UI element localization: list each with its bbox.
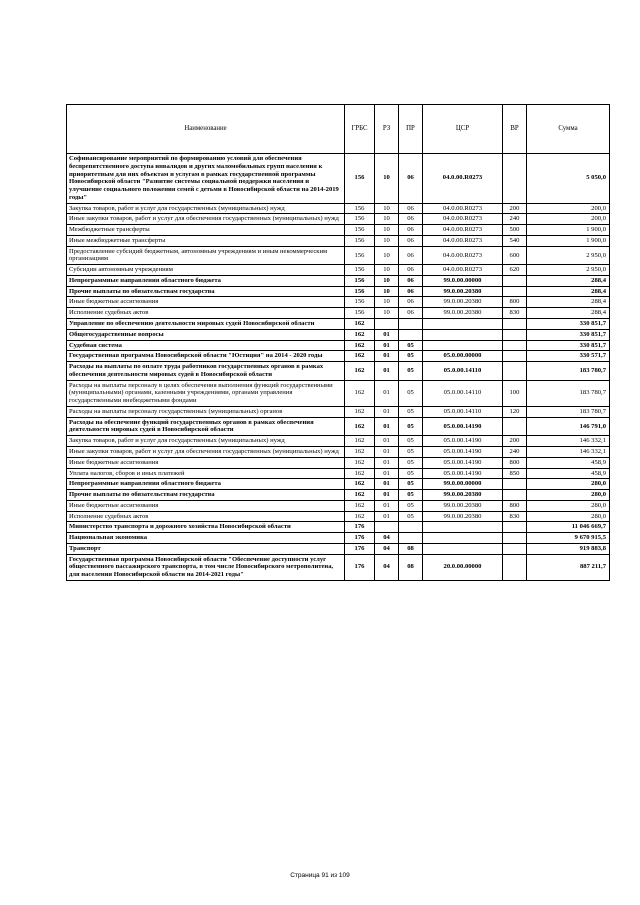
cell-name: Уплата налогов, сборов и иных платежей bbox=[67, 468, 345, 479]
cell-csr bbox=[423, 340, 503, 351]
cell-pr: 06 bbox=[399, 203, 423, 214]
cell-pr: 05 bbox=[399, 468, 423, 479]
cell-grbs: 156 bbox=[345, 225, 375, 236]
cell-csr: 04.0.00.R0273 bbox=[423, 246, 503, 265]
cell-pr: 06 bbox=[399, 235, 423, 246]
cell-name: Межбюджетные трансферты bbox=[67, 225, 345, 236]
cell-rz: 01 bbox=[375, 351, 399, 362]
cell-vr: 200 bbox=[503, 436, 527, 447]
cell-pr: 05 bbox=[399, 406, 423, 417]
cell-name: Софинансирование мероприятий по формированию условий для обеспечения беспрепятственного доступа инвалидов и других маломобильных групп населения к приоритетным для них объектам и услугам в рамках государственной программы Новосибирской области "Развитие системы социальной поддержки населения и улучшение социального положения семей с детьми в Новосибирской области на 2014-2019 годы" bbox=[67, 154, 345, 204]
cell-sum: 887 211,7 bbox=[527, 554, 610, 580]
cell-name: Закупка товаров, работ и услуг для государственных (муниципальных) нужд bbox=[67, 203, 345, 214]
cell-grbs: 156 bbox=[345, 235, 375, 246]
cell-csr: 05.0.00.14110 bbox=[423, 380, 503, 406]
cell-pr: 06 bbox=[399, 286, 423, 297]
cell-vr bbox=[503, 417, 527, 436]
table-row bbox=[67, 436, 610, 447]
cell-vr: 830 bbox=[503, 511, 527, 522]
table-row bbox=[67, 297, 610, 308]
cell-vr bbox=[503, 154, 527, 204]
cell-name: Исполнение судебных актов bbox=[67, 308, 345, 319]
cell-grbs: 162 bbox=[345, 490, 375, 501]
cell-sum: 288,4 bbox=[527, 275, 610, 286]
cell-grbs: 156 bbox=[345, 246, 375, 265]
cell-sum: 330 851,7 bbox=[527, 329, 610, 340]
cell-rz: 10 bbox=[375, 246, 399, 265]
cell-vr: 500 bbox=[503, 225, 527, 236]
cell-grbs: 156 bbox=[345, 286, 375, 297]
cell-pr: 06 bbox=[399, 214, 423, 225]
cell-vr: 100 bbox=[503, 380, 527, 406]
table-row bbox=[67, 522, 610, 533]
cell-grbs: 156 bbox=[345, 265, 375, 276]
cell-name: Иные бюджетные ассигнования bbox=[67, 297, 345, 308]
table-row bbox=[67, 286, 610, 297]
cell-rz: 01 bbox=[375, 457, 399, 468]
cell-vr bbox=[503, 362, 527, 381]
table-row bbox=[67, 533, 610, 544]
cell-sum: 1 900,0 bbox=[527, 225, 610, 236]
cell-pr: 06 bbox=[399, 308, 423, 319]
table-row bbox=[67, 511, 610, 522]
cell-rz: 01 bbox=[375, 490, 399, 501]
cell-csr: 04.0.00.R0273 bbox=[423, 154, 503, 204]
table-row bbox=[67, 543, 610, 554]
cell-vr bbox=[503, 275, 527, 286]
cell-rz: 04 bbox=[375, 533, 399, 544]
cell-csr: 99.0.00.20380 bbox=[423, 286, 503, 297]
cell-csr: 05.0.00.14110 bbox=[423, 362, 503, 381]
cell-csr bbox=[423, 543, 503, 554]
cell-csr: 99.0.00.00000 bbox=[423, 479, 503, 490]
cell-rz bbox=[375, 319, 399, 330]
budget-table-container bbox=[66, 104, 609, 581]
table-row bbox=[67, 500, 610, 511]
table-row bbox=[67, 319, 610, 330]
cell-name: Расходы на выплаты персоналу в целях обеспечения выполнения функций государственными (муниципальными) органами, казенными учреждениями, органами управления государственными внебюджетными фондами bbox=[67, 380, 345, 406]
cell-rz: 01 bbox=[375, 511, 399, 522]
cell-csr: 99.0.00.20380 bbox=[423, 308, 503, 319]
cell-rz bbox=[375, 522, 399, 533]
cell-vr: 120 bbox=[503, 406, 527, 417]
cell-vr: 200 bbox=[503, 203, 527, 214]
cell-sum: 458,9 bbox=[527, 457, 610, 468]
cell-pr: 06 bbox=[399, 246, 423, 265]
page-footer: Страница 91 из 109 bbox=[290, 872, 350, 879]
cell-grbs: 162 bbox=[345, 468, 375, 479]
cell-csr bbox=[423, 522, 503, 533]
cell-rz: 10 bbox=[375, 154, 399, 204]
cell-name: Прочие выплаты по обязательствам государства bbox=[67, 286, 345, 297]
cell-name: Государственная программа Новосибирской области "Юстиция" на 2014 - 2020 годы bbox=[67, 351, 345, 362]
cell-vr bbox=[503, 351, 527, 362]
cell-rz: 01 bbox=[375, 446, 399, 457]
cell-csr bbox=[423, 533, 503, 544]
cell-pr: 06 bbox=[399, 275, 423, 286]
cell-sum: 280,0 bbox=[527, 479, 610, 490]
cell-rz: 01 bbox=[375, 380, 399, 406]
cell-name: Министерство транспорта и дорожного хозяйства Новосибирской области bbox=[67, 522, 345, 533]
cell-csr: 04.0.00.R0273 bbox=[423, 235, 503, 246]
cell-rz: 10 bbox=[375, 265, 399, 276]
cell-vr: 800 bbox=[503, 500, 527, 511]
cell-rz: 10 bbox=[375, 286, 399, 297]
cell-grbs: 156 bbox=[345, 275, 375, 286]
cell-sum: 330 851,7 bbox=[527, 319, 610, 330]
cell-vr: 800 bbox=[503, 457, 527, 468]
cell-sum: 183 780,7 bbox=[527, 380, 610, 406]
cell-pr: 06 bbox=[399, 265, 423, 276]
table-row bbox=[67, 406, 610, 417]
cell-csr: 99.0.00.20380 bbox=[423, 500, 503, 511]
cell-name: Управление по обеспечению деятельности мировых судей Новосибирской области bbox=[67, 319, 345, 330]
header-rz: РЗ bbox=[375, 105, 399, 154]
table-row bbox=[67, 154, 610, 204]
cell-grbs: 162 bbox=[345, 511, 375, 522]
cell-name: Государственная программа Новосибирской области "Обеспечение доступности услуг общественного пассажирского транспорта, в том числе Новосибирского метрополитена, для населения Новосибирской области на 2014-2021 годы" bbox=[67, 554, 345, 580]
cell-pr bbox=[399, 329, 423, 340]
cell-pr: 05 bbox=[399, 362, 423, 381]
cell-sum: 146 332,1 bbox=[527, 446, 610, 457]
cell-grbs: 156 bbox=[345, 154, 375, 204]
table-row bbox=[67, 225, 610, 236]
header-grbs: ГРБС bbox=[345, 105, 375, 154]
cell-grbs: 162 bbox=[345, 351, 375, 362]
cell-name: Национальная экономика bbox=[67, 533, 345, 544]
cell-grbs: 162 bbox=[345, 362, 375, 381]
budget-table-body bbox=[67, 105, 610, 581]
cell-rz: 10 bbox=[375, 235, 399, 246]
cell-grbs: 156 bbox=[345, 214, 375, 225]
cell-sum: 280,0 bbox=[527, 500, 610, 511]
cell-pr: 05 bbox=[399, 380, 423, 406]
cell-grbs: 176 bbox=[345, 533, 375, 544]
cell-name: Непрограммные направления областного бюджета bbox=[67, 275, 345, 286]
cell-name: Расходы на выплаты персоналу государственных (муниципальных) органов bbox=[67, 406, 345, 417]
cell-pr: 06 bbox=[399, 297, 423, 308]
cell-sum: 146 332,1 bbox=[527, 436, 610, 447]
cell-sum: 2 950,0 bbox=[527, 246, 610, 265]
cell-vr bbox=[503, 286, 527, 297]
cell-pr: 05 bbox=[399, 351, 423, 362]
cell-rz: 01 bbox=[375, 436, 399, 447]
cell-sum: 146 791,0 bbox=[527, 417, 610, 436]
cell-pr: 05 bbox=[399, 457, 423, 468]
cell-vr: 850 bbox=[503, 468, 527, 479]
cell-name: Расходы на выплаты по оплате труда работников государственных органов в рамках обеспечения деятельности мировых судей в Новосибирской области bbox=[67, 362, 345, 381]
cell-csr: 05.0.00.14190 bbox=[423, 436, 503, 447]
cell-sum: 458,9 bbox=[527, 468, 610, 479]
cell-sum: 330 571,7 bbox=[527, 351, 610, 362]
cell-csr: 05.0.00.00000 bbox=[423, 351, 503, 362]
cell-csr: 05.0.00.14110 bbox=[423, 406, 503, 417]
cell-sum: 1 900,0 bbox=[527, 235, 610, 246]
cell-grbs: 162 bbox=[345, 446, 375, 457]
table-row bbox=[67, 329, 610, 340]
cell-sum: 183 780,7 bbox=[527, 362, 610, 381]
table-row bbox=[67, 457, 610, 468]
cell-grbs: 162 bbox=[345, 436, 375, 447]
cell-name: Прочие выплаты по обязательствам государства bbox=[67, 490, 345, 501]
cell-vr bbox=[503, 554, 527, 580]
cell-pr bbox=[399, 522, 423, 533]
cell-rz: 10 bbox=[375, 203, 399, 214]
cell-grbs: 162 bbox=[345, 457, 375, 468]
cell-rz: 01 bbox=[375, 468, 399, 479]
cell-csr bbox=[423, 329, 503, 340]
cell-vr: 800 bbox=[503, 297, 527, 308]
cell-grbs: 162 bbox=[345, 319, 375, 330]
cell-csr: 99.0.00.00000 bbox=[423, 275, 503, 286]
cell-pr: 05 bbox=[399, 417, 423, 436]
cell-sum: 183 780,7 bbox=[527, 406, 610, 417]
cell-pr: 06 bbox=[399, 225, 423, 236]
cell-csr: 04.0.00.R0273 bbox=[423, 214, 503, 225]
cell-rz: 01 bbox=[375, 417, 399, 436]
table-row bbox=[67, 380, 610, 406]
cell-pr: 05 bbox=[399, 479, 423, 490]
cell-rz: 10 bbox=[375, 297, 399, 308]
cell-grbs: 162 bbox=[345, 479, 375, 490]
cell-vr: 240 bbox=[503, 446, 527, 457]
table-row bbox=[67, 235, 610, 246]
cell-csr: 20.0.00.00000 bbox=[423, 554, 503, 580]
cell-pr: 05 bbox=[399, 340, 423, 351]
header-name: Наименование bbox=[67, 105, 345, 154]
cell-csr: 99.0.00.20380 bbox=[423, 490, 503, 501]
cell-csr: 99.0.00.20380 bbox=[423, 297, 503, 308]
header-pr: ПР bbox=[399, 105, 423, 154]
header-sum: Сумма bbox=[527, 105, 610, 154]
cell-sum: 330 851,7 bbox=[527, 340, 610, 351]
cell-rz: 10 bbox=[375, 225, 399, 236]
cell-rz: 04 bbox=[375, 554, 399, 580]
cell-csr: 04.0.00.R0273 bbox=[423, 203, 503, 214]
cell-csr bbox=[423, 319, 503, 330]
cell-rz: 04 bbox=[375, 543, 399, 554]
table-row bbox=[67, 468, 610, 479]
cell-name: Общегосударственные вопросы bbox=[67, 329, 345, 340]
cell-name: Иные закупки товаров, работ и услуг для обеспечения государственных (муниципальных) нужд bbox=[67, 446, 345, 457]
table-row bbox=[67, 479, 610, 490]
cell-name: Судебная система bbox=[67, 340, 345, 351]
cell-sum: 9 670 915,5 bbox=[527, 533, 610, 544]
table-row bbox=[67, 203, 610, 214]
table-row bbox=[67, 351, 610, 362]
table-row bbox=[67, 340, 610, 351]
table-row bbox=[67, 362, 610, 381]
cell-csr: 04.0.00.R0273 bbox=[423, 265, 503, 276]
cell-rz: 10 bbox=[375, 275, 399, 286]
table-row bbox=[67, 265, 610, 276]
cell-csr: 99.0.00.20380 bbox=[423, 511, 503, 522]
cell-pr: 05 bbox=[399, 490, 423, 501]
cell-rz: 10 bbox=[375, 308, 399, 319]
table-row bbox=[67, 308, 610, 319]
cell-name: Предоставление субсидий бюджетным, автономным учреждениям и иным некоммерческим организациям bbox=[67, 246, 345, 265]
table-row bbox=[67, 417, 610, 436]
cell-pr bbox=[399, 533, 423, 544]
cell-vr: 830 bbox=[503, 308, 527, 319]
cell-vr bbox=[503, 319, 527, 330]
table-row bbox=[67, 214, 610, 225]
cell-csr: 05.0.00.14190 bbox=[423, 446, 503, 457]
cell-grbs: 176 bbox=[345, 522, 375, 533]
cell-name: Непрограммные направления областного бюджета bbox=[67, 479, 345, 490]
cell-vr: 540 bbox=[503, 235, 527, 246]
cell-csr: 05.0.00.14190 bbox=[423, 457, 503, 468]
cell-vr bbox=[503, 340, 527, 351]
cell-vr: 620 bbox=[503, 265, 527, 276]
cell-vr bbox=[503, 329, 527, 340]
cell-grbs: 156 bbox=[345, 297, 375, 308]
cell-grbs: 176 bbox=[345, 543, 375, 554]
cell-grbs: 156 bbox=[345, 203, 375, 214]
cell-grbs: 176 bbox=[345, 554, 375, 580]
cell-vr bbox=[503, 490, 527, 501]
cell-pr: 06 bbox=[399, 154, 423, 204]
cell-rz: 01 bbox=[375, 406, 399, 417]
cell-grbs: 162 bbox=[345, 406, 375, 417]
cell-csr: 05.0.00.14190 bbox=[423, 417, 503, 436]
table-row bbox=[67, 246, 610, 265]
table-row bbox=[67, 446, 610, 457]
cell-grbs: 162 bbox=[345, 417, 375, 436]
cell-sum: 280,0 bbox=[527, 490, 610, 501]
cell-pr: 05 bbox=[399, 446, 423, 457]
cell-sum: 288,4 bbox=[527, 297, 610, 308]
cell-rz: 01 bbox=[375, 500, 399, 511]
table-row bbox=[67, 490, 610, 501]
cell-pr: 05 bbox=[399, 511, 423, 522]
cell-name: Закупка товаров, работ и услуг для государственных (муниципальных) нужд bbox=[67, 436, 345, 447]
cell-pr: 08 bbox=[399, 554, 423, 580]
cell-vr bbox=[503, 533, 527, 544]
table-row bbox=[67, 554, 610, 580]
cell-name: Транспорт bbox=[67, 543, 345, 554]
cell-pr bbox=[399, 319, 423, 330]
cell-pr: 08 bbox=[399, 543, 423, 554]
cell-name: Исполнение судебных актов bbox=[67, 511, 345, 522]
cell-pr: 05 bbox=[399, 436, 423, 447]
cell-csr: 05.0.00.14190 bbox=[423, 468, 503, 479]
cell-sum: 5 050,0 bbox=[527, 154, 610, 204]
cell-grbs: 162 bbox=[345, 329, 375, 340]
cell-rz: 01 bbox=[375, 479, 399, 490]
cell-rz: 10 bbox=[375, 214, 399, 225]
cell-rz: 01 bbox=[375, 340, 399, 351]
cell-sum: 280,0 bbox=[527, 511, 610, 522]
cell-grbs: 162 bbox=[345, 340, 375, 351]
cell-sum: 2 950,0 bbox=[527, 265, 610, 276]
cell-vr bbox=[503, 543, 527, 554]
cell-sum: 200,0 bbox=[527, 203, 610, 214]
cell-grbs: 162 bbox=[345, 500, 375, 511]
cell-vr: 600 bbox=[503, 246, 527, 265]
header-vr: ВР bbox=[503, 105, 527, 154]
cell-grbs: 156 bbox=[345, 308, 375, 319]
cell-sum: 200,0 bbox=[527, 214, 610, 225]
header-csr: ЦСР bbox=[423, 105, 503, 154]
cell-name: Иные закупки товаров, работ и услуг для обеспечения государственных (муниципальных) нужд bbox=[67, 214, 345, 225]
cell-sum: 288,4 bbox=[527, 286, 610, 297]
cell-name: Иные межбюджетные трансферты bbox=[67, 235, 345, 246]
cell-pr: 05 bbox=[399, 500, 423, 511]
cell-name: Иные бюджетные ассигнования bbox=[67, 457, 345, 468]
cell-vr bbox=[503, 522, 527, 533]
cell-vr: 240 bbox=[503, 214, 527, 225]
cell-sum: 11 046 669,7 bbox=[527, 522, 610, 533]
cell-sum: 288,4 bbox=[527, 308, 610, 319]
table-row bbox=[67, 275, 610, 286]
cell-name: Иные бюджетные ассигнования bbox=[67, 500, 345, 511]
cell-rz: 01 bbox=[375, 362, 399, 381]
table-header-row bbox=[67, 105, 610, 154]
cell-name: Расходы на обеспечение функций государственных органов в рамках обеспечения деятельности мировых судей в Новосибирской области bbox=[67, 417, 345, 436]
cell-name: Субсидии автономным учреждениям bbox=[67, 265, 345, 276]
cell-sum: 919 883,8 bbox=[527, 543, 610, 554]
cell-rz: 01 bbox=[375, 329, 399, 340]
cell-vr bbox=[503, 479, 527, 490]
cell-csr: 04.0.00.R0273 bbox=[423, 225, 503, 236]
budget-table bbox=[66, 104, 610, 581]
cell-grbs: 162 bbox=[345, 380, 375, 406]
